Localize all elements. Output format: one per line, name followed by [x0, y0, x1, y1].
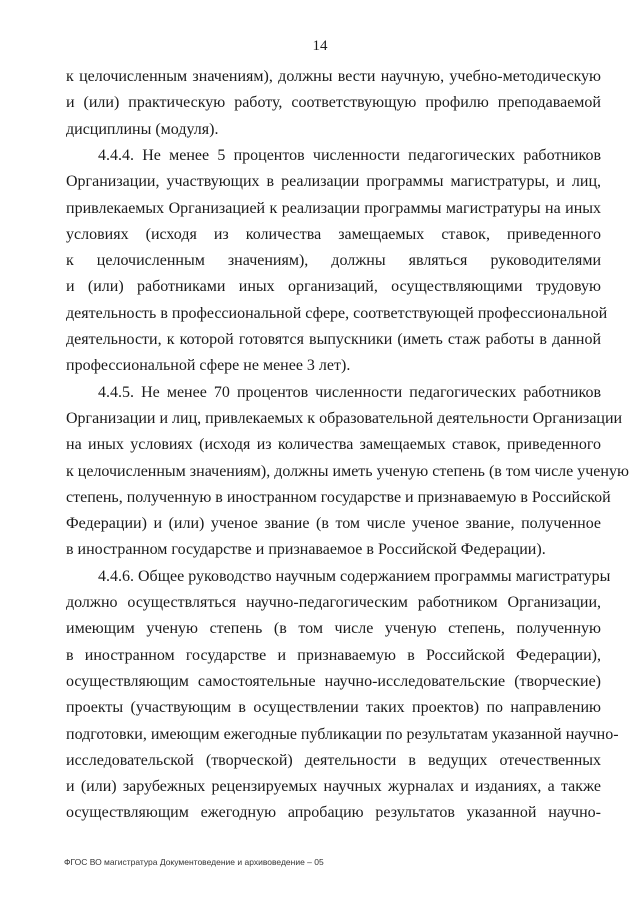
text-line: 4.4.4. Не менее 5 процентов численности педагогических работников: [98, 146, 601, 164]
text-line: должно осуществляться научно-педагогическим работником Организации,: [66, 594, 601, 611]
text-line: степень, полученную в иностранном государстве и признаваемую в Российской: [66, 488, 611, 506]
text-line: и (или) работниками иных организаций, осуществляющими трудовую: [66, 278, 601, 296]
text-line: к целочисленным значениям), должны иметь ученую степень (в том числе ученую: [66, 462, 629, 480]
text-line: и (или) практическую работу, соответствующую профилю преподаваемой: [66, 94, 601, 112]
text-line: дисциплины (модуля).: [66, 120, 219, 138]
text-line: проекты (участвующим в осуществлении таких проектов) по направлению: [66, 699, 601, 717]
text-line: Федерации) и (или) ученое звание (в том числе ученое звание, полученное: [66, 515, 601, 533]
text-line: деятельность в профессиональной сфере, соответствующей профессиональной: [66, 304, 608, 322]
text-line: к целочисленным значениям), должны являться руководителями: [66, 252, 601, 270]
text-line: 4.4.5. Не менее 70 процентов численности педагогических работников: [98, 383, 601, 401]
text-line: имеющим ученую степень (в том числе ученую степень, полученную: [66, 620, 601, 638]
text-line: Организации, участвующих в реализации программы магистратуры, и лиц,: [66, 173, 601, 191]
text-line: Организации и лиц, привлекаемых к образовательной деятельности Организации: [66, 409, 623, 427]
text-line: деятельности, к которой готовятся выпускники (иметь стаж работы в данной: [66, 331, 601, 348]
text-line: профессиональной сфере не менее 3 лет).: [66, 357, 351, 375]
text-line: условиях (исходя из количества замещаемых ставок, приведенного: [66, 225, 601, 243]
text-line: осуществляющим ежегодную апробацию результатов указанной научно-: [66, 804, 601, 822]
footer-text: ФГОС ВО магистратура Документоведение и архивоведение – 05: [64, 857, 324, 867]
text-line: подготовки, имеющим ежегодные публикации по результатам указанной научно-: [66, 725, 619, 743]
text-line: к целочисленным значениям), должны вести научную, учебно-методическую: [66, 68, 601, 85]
text-line: 4.4.6. Общее руководство научным содержанием программы магистратуры: [98, 567, 611, 585]
text-line: и (или) зарубежных рецензируемых научных журналах и изданиях, а также: [66, 778, 601, 796]
text-line: в иностранном государстве и признаваемую в Российской Федерации),: [66, 646, 601, 664]
text-line: осуществляющим самостоятельные научно-исследовательские (творческие): [66, 672, 601, 690]
text-line: исследовательской (творческой) деятельности в ведущих отечественных: [66, 751, 601, 769]
text-line: на иных условиях (исходя из количества замещаемых ставок, приведенного: [66, 436, 601, 454]
text-line: привлекаемых Организацией к реализации программы магистратуры на иных: [66, 199, 601, 217]
page-number: 14: [312, 38, 328, 54]
text-line: в иностранном государстве и признаваемое в Российской Федерации).: [66, 541, 546, 559]
